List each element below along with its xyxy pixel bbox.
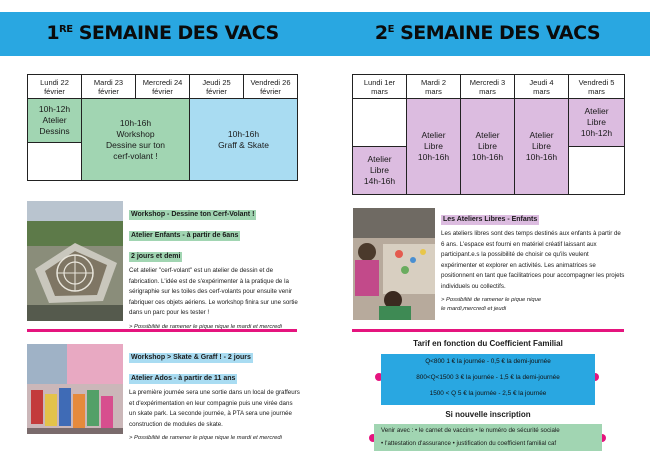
week2-cell-monday-text: Atelier Libre 14h-16h [363,154,396,186]
week1-title-num: 1 [46,22,60,44]
ateliers-libres-note: > Possibilité de ramener le pique nique le mardi,mercredi et jeudi [441,297,542,312]
week1-day-3 [190,75,244,99]
tarif-title: Tarif en fonction du Coefficient Familial [413,339,563,348]
kite-workshop-tag: Workshop - Dessine ton Cerf-Volant ! [131,211,255,218]
week1-day-4 [244,75,298,99]
week2-day-1-label: Mardi 2 mars [420,77,446,96]
week1-cell-monday-morning [28,99,82,143]
week1-day-2 [136,75,190,99]
week2-schedule [352,74,625,195]
tarif-line-1: Q<800 1 € la journée - 0,5 € la demi-journée [425,358,551,365]
ateliers-libres-block [441,208,625,314]
week1-schedule [27,74,298,181]
tarif-box [381,354,595,405]
spray-cans-illustration [27,344,123,434]
week2-day-4-label: Vendredi 5 mars [578,77,615,96]
week2-day-0-label: Lundi 1er mars [363,77,396,96]
inscription-box [374,424,602,451]
week2-day-4 [569,75,625,99]
graff-workshop-description: La première journée sera une sortie dans un local de graffeurs et d'expérimentation en leur compagnie puis une virée dans un skate park. La seconde journée, à PTA sera une journée construction de modules de skate. [129,389,300,428]
graff-age-tag: Atelier Ados - à partir de 11 ans [131,375,236,382]
week2-title-sup: E [387,24,394,35]
week1-day-2-label: Mercredi 24 février [142,77,183,96]
kite-age-tag: Atelier Enfants - à partir de 6ans [131,232,239,239]
week2-day-3-label: Jeudi 4 mars [529,77,554,96]
week1-cell-kite-text: 10h-16h Workshop Dessine sur ton cerf-volant ! [105,117,166,161]
week2-cell-friday-text: Atelier Libre 10h-12h [580,106,613,138]
week2-cell-thursday-text: Atelier Libre 10h-16h [525,130,558,162]
kite-duration-tag: 2 jours et demi [131,253,181,260]
week2-title-rest: SEMAINE DES VACS [393,22,601,44]
week1-day-3-label: Jeudi 25 février [202,77,231,96]
ateliers-libres-description: Les ateliers libres sont des temps destinés aux enfants à partir de 6 ans. L'espace est fourni en matériel créatif laissant aux participant.e.s la possibilité de choisir ce qu'ils veulent expérimenter et explorer en activités. Les animatrices se positionnent en tant que facilitatrices pour accompagner les projets individuels ou collectifs. [441,230,625,290]
kite-workshop-photo [27,201,123,321]
week1-cell-monday-empty [28,143,82,181]
tarif-line-3: 1500 < Q 5 € la journée - 2,5 € la journée [429,390,547,397]
week1-title-sup: RE [59,24,73,35]
week2-cell-wednesday [461,99,515,195]
week2-title [325,22,650,44]
week1-day-4-label: Vendredi 26 février [250,77,291,96]
graff-workshop-note: > Possibilité de ramener le pique nique le mardi et mercredi [129,435,282,441]
week2-day-2 [461,75,515,99]
right-page [325,0,650,461]
week2-title-num: 2 [374,22,388,44]
inscription-line-1: Venir avec : • le carnet de vaccins • le numéro de sécurité sociale [381,427,560,434]
week2-day-2-label: Mercredi 3 mars [469,77,506,96]
week1-cell-graff-skate [190,99,298,181]
graff-workshop-tag: Workshop > Skate & Graff ! - 2 jours [131,354,251,361]
left-separator [27,329,297,332]
week2-cell-friday [569,99,625,147]
week1-title [0,22,325,44]
week2-cell-thursday [515,99,569,195]
week2-cell-tuesday [407,99,461,195]
children-activity-illustration [353,208,435,320]
week1-day-1-label: Mardi 23 février [93,77,124,96]
right-separator [352,329,624,332]
graff-skate-block [129,346,301,443]
week2-banner [325,12,650,56]
week2-cell-tuesday-text: Atelier Libre 10h-16h [417,130,450,162]
kite-workshop-illustration [27,201,123,321]
week2-cell-monday-empty [353,99,407,147]
tarif-line-2: 800<Q<1500 3 € la journée - 1,5 € la demi-journée [416,374,560,381]
week2-day-1 [407,75,461,99]
week1-cell-monday-text: 10h-12h Atelier Dessins [38,104,71,136]
ateliers-libres-tag: Les Ateliers Libres - Enfants [443,216,538,223]
week2-cell-friday-empty [569,147,625,195]
ateliers-libres-photo [353,208,435,320]
week1-cell-kite-workshop [82,99,190,181]
inscription-title: Si nouvelle inscription [445,410,531,419]
week2-cell-wednesday-text: Atelier Libre 10h-16h [471,130,504,162]
week2-day-0 [353,75,407,99]
week1-day-0 [28,75,82,99]
week1-title-rest: SEMAINE DES VACS [72,22,279,44]
week1-cell-graff-text: 10h-16h Graff & Skate [218,128,269,150]
kite-workshop-block [129,203,301,332]
inscription-line-2: • l'attestation d'assurance • justification du coefficient familial caf [381,440,557,447]
week1-day-0-label: Lundi 22 février [40,77,69,96]
week2-cell-monday [353,147,407,195]
graff-skate-photo [27,344,123,434]
kite-workshop-note: > Possibilité de ramener le pique nique le mardi et mercredi [129,323,282,330]
kite-workshop-description: Cet atelier "cerf-volant" est un atelier de dessin et de fabrication. L'idée est de s'expérimenter à la pratique de la sérigraphie sur les toiles des cerf-volants pour ensuite venir fabriquer ces objets aériens. Le workshop finira sur une sortie dans un parc pour les tester ! [129,267,298,316]
week2-day-3 [515,75,569,99]
week1-day-1 [82,75,136,99]
week1-banner [0,12,325,56]
